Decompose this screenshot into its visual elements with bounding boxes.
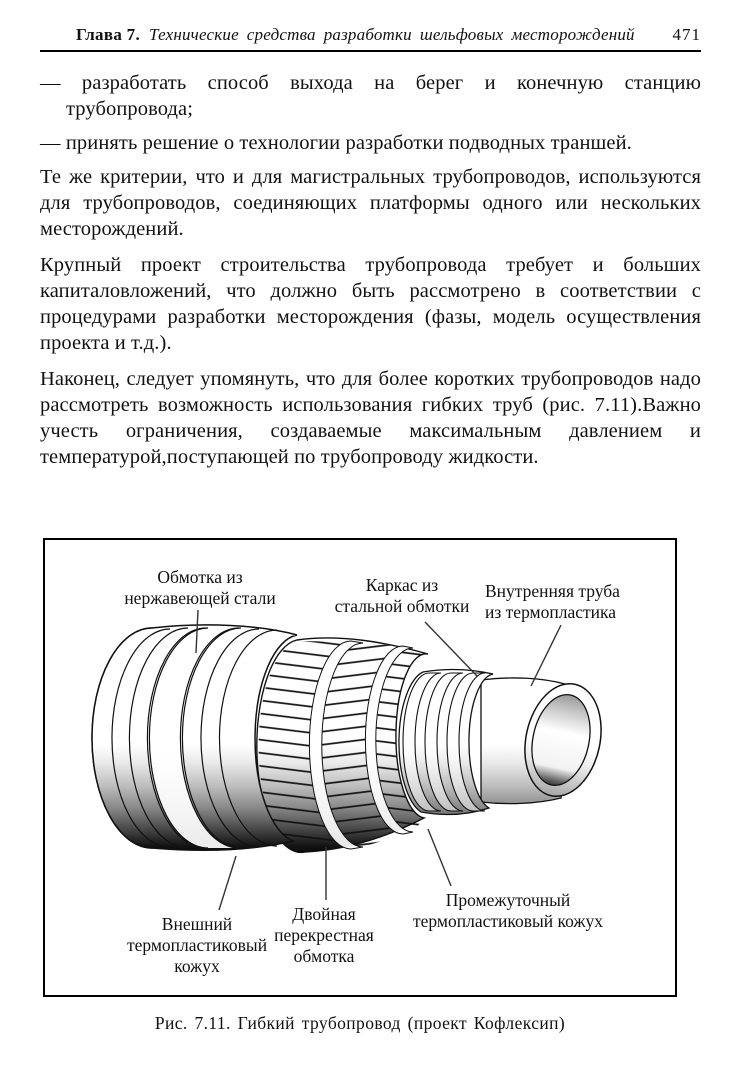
leader-outer-jacket (219, 856, 236, 910)
figure-label-inner-tube (485, 581, 620, 623)
leader-steel-frame (425, 622, 477, 676)
label-line: термопластиковый (126, 935, 268, 955)
chapter-label: Глава 7. (76, 25, 141, 44)
paragraph-dash-1: — разработать способ выхода на берег и конечную станцию трубопровода; (40, 72, 701, 120)
leader-intermediate-jacket (428, 829, 451, 886)
figure-label-intermediate-jacket (413, 890, 603, 932)
chapter-title: Технические средства разработки шельфовых месторождений (149, 25, 635, 44)
label-line: перекрестная (274, 925, 374, 945)
figure-label-outer-jacket (127, 914, 267, 977)
paragraph-2: Крупный проект строительства трубопровода требует и больших капиталовложений, что должно быть рассмотрено в соответствии с процедурами разработки месторождения (фазы, модель осуществления проекта и т.д.). (40, 254, 701, 354)
leader-inner-tube (531, 625, 561, 686)
label-line: Внутренняя труба (485, 581, 620, 601)
figure-label-stainless-winding (124, 567, 275, 609)
label-line: Обмотка из (157, 567, 243, 587)
figure-label-steel-frame (335, 575, 470, 617)
paragraph-3: Наконец, следует упомянуть, что для более коротких трубопроводов надо рассмотреть возможность использования гибких труб (рис. 7.11).Важно учесть ограничения, создаваемые максимальным давлением и температурой,поступающей по трубопроводу жидкости. (40, 368, 701, 468)
label-line: обмотка (293, 946, 355, 966)
label-line: Промежуточный (445, 890, 571, 910)
label-line: Внешний (161, 914, 233, 934)
label-line: стальной обмотки (334, 596, 470, 616)
inner-tube-shape (481, 677, 611, 804)
label-line: термопластиковый кожух (412, 911, 604, 931)
label-line: Каркас из (365, 575, 439, 595)
figure-caption: Рис. 7.11. Гибкий трубопровод (проект Кофлексип) (154, 1013, 566, 1033)
label-line: Двойная (292, 904, 356, 924)
label-line: из термопластика (485, 602, 617, 622)
paragraph-1: Те же критерии, что и для магистральных трубопроводов, используются для трубопроводов, соединяющих платформы одного или нескольких месторождений. (40, 166, 701, 240)
figure-7-11 (43, 538, 677, 997)
running-head (40, 25, 701, 52)
paragraph-dash-2: — принять решение о технологии разработки подводных траншей. (40, 132, 632, 154)
figure-label-double-cross-winding (274, 904, 374, 967)
frame-winding-rings (399, 670, 493, 815)
label-line: кожух (174, 956, 220, 976)
label-line: нержавеющей стали (124, 588, 276, 608)
body-text (40, 70, 701, 480)
page-number: 471 (672, 25, 701, 44)
